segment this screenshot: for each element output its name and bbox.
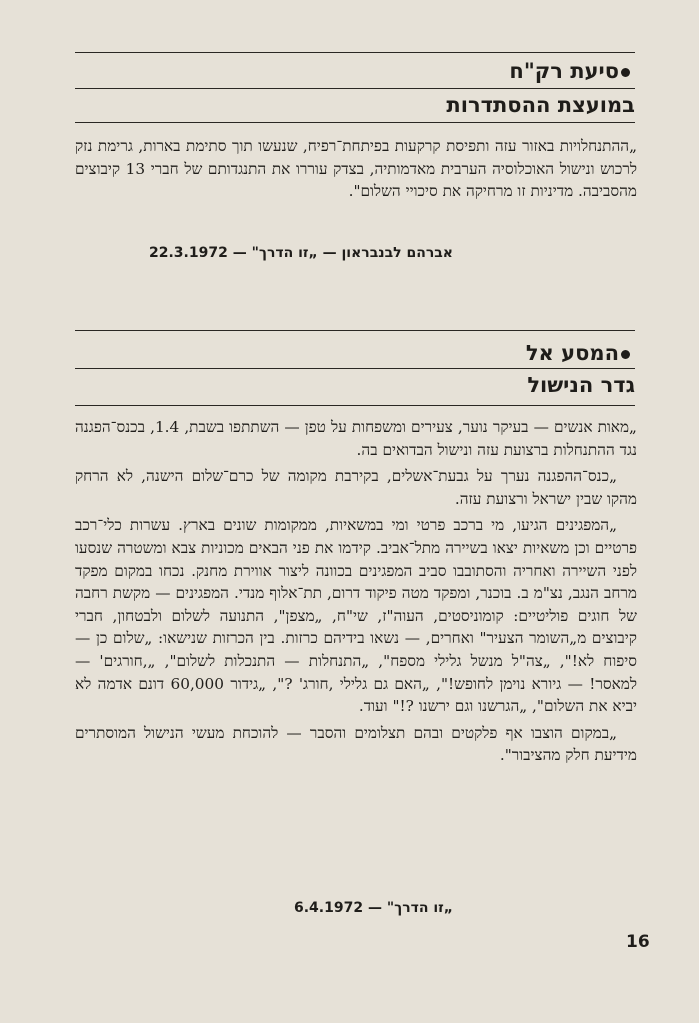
section1-title-divider <box>75 88 635 89</box>
section2-title-bottom-rule <box>75 405 635 406</box>
section2-body <box>75 416 637 771</box>
section2-top-rule <box>75 330 635 331</box>
section1-body <box>75 135 637 207</box>
section1-source: אברהם לבנבראון — „זו הדרך" — 22.3.1972 <box>149 245 453 261</box>
bullet-icon <box>621 68 630 77</box>
section1-title-bottom-rule <box>75 122 635 123</box>
section2-paragraph: „המפגינים הגיעו, מי ברכב פרטי ומי במשאיות, ממקומות שונים בארץ. עשרות כלי־רכב פרטיים וכן משאיות יצאו בשיירה מתל־אביב. קידמו את פני הבאים מכוניות צבא ומשטרה שנסעו לפני השיירה ואחריה והסתובבו סביב המפגינים בכוונה ליצור אווירת מחנק. נכחו במקום מפקד מרחב הנגב, נצ"מ ב. בוכנר, ומפקד מטה פיקוד דרום, תת־אלוף מנדי. המפגינים — מקשת רחבה של חוגים פוליטיים: קומוניסטים, העוה"ז, שי"ח, „מצפן", התנועה לשלום ולבטחון, חברי קיבוצים מ„השומר הצעיר" ואחרים, — נשאו בידיהם כרזות. בין הכרזות שנישאו: „שלום כן — סיפוח לא!", „צה"ל מנשל גלילי מספח", „התנחלות — התנכלות לשלום", „,חורגים' — למאסר! — גיורא נוימן לחופש!", „האם גם גלילי ,חורג' ?", „גידור 60,000 דונם אדמה לא יביא את השלום", „הגרשנו וגם ירשנו ?!" ועוד. <box>75 516 637 716</box>
section1-title-line2: במועצת ההסתדרות <box>446 93 635 117</box>
section2-paragraph: „במקום הוצבו אף פלקטים ובהם תצלומים והסבר — להוכחת מעשי הנישול המוסתרים מידיעת חלק מהציבור". <box>75 723 637 765</box>
section2-paragraph: „מאות אנשים — בעיקר נוער, צעירים ומשפחות על טפן — השתתפו בשבת, 1.4, בכנס־הפגנה נגד ההתנחלות ברצועת עזה ונישול הבדואים בה. <box>75 418 637 459</box>
section1-title-line1: סיעת רק"ח <box>509 59 619 83</box>
bullet-icon <box>621 350 630 359</box>
section2-title-divider <box>75 368 635 369</box>
section2-paragraph: „כנס־ההפגנה נערך על גבעת־אשלים, בקירבת מקומה של כרם־שלום הישנה, לא הרחק מהקו שבין ישראל ורצועת עזה. <box>75 467 637 508</box>
section2-title-line2: גדר הנישול <box>527 373 635 397</box>
section1-paragraph: „ההתנחלויות באזור עזה ותפיסת קרקעות בפיתחת־רפיח, שנעשו תוך סתימת בארות, גרימת נזק לרכוש ונישול האוכלוסיה הערבית מאדמותיה, בצדק עוררו את התנגדותם של חברי 13 קיבוצים מהסביבה. מדיניות זו מרחיקה את סיכויי השלום". <box>75 137 637 201</box>
page-number: 16 <box>626 932 650 952</box>
section2-source: „זו הדרך" — 6.4.1972 <box>294 900 453 916</box>
section2-title-line1: המסע אל <box>525 341 619 365</box>
top-rule <box>75 52 635 53</box>
